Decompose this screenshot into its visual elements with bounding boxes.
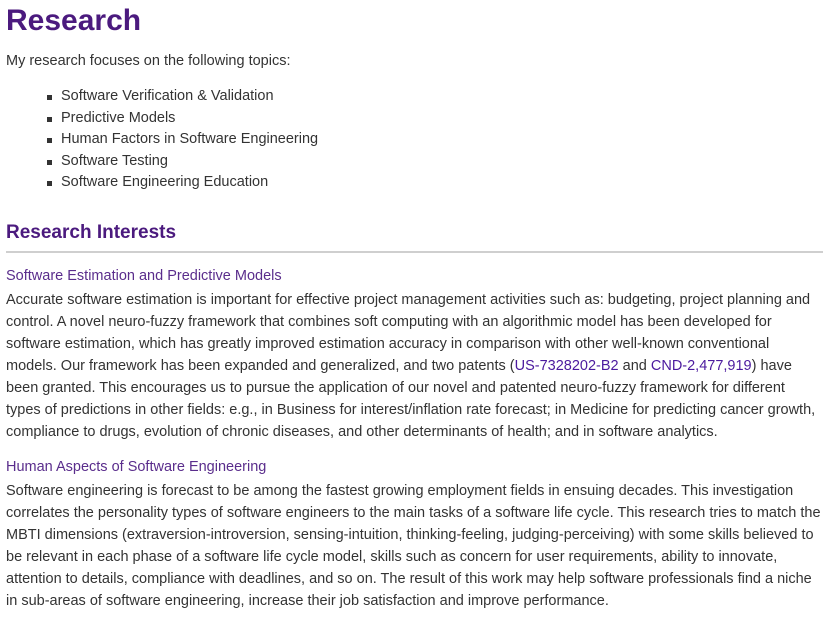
list-item: [46, 172, 823, 194]
topic-label: Software Verification & Validation: [61, 88, 274, 104]
list-item: [46, 86, 823, 108]
section-estimation: [6, 265, 823, 443]
section-body-estimation: [6, 289, 823, 443]
body-text-before: Accurate software estimation is important for effective project management activities such as: budgeting, project planning and control. A novel neuro-fuzzy framework that combines soft computing with an algorithmic model has been developed for software estimation, which has greatly improved estimation accuracy in comparison with other well-known conventional models. Our framework has been expanded and generalized, and two patents (: [6, 291, 811, 374]
page-title: Research: [6, 4, 142, 37]
topic-label: Predictive Models: [61, 109, 176, 126]
section-body-human-aspects: Software engineering is forecast to be among the fastest growing employment fields in ensuing decades. This investigation correlates the personality types of software engineers to the main tasks of a software life cycle. This research tries to match the MBTI dimensions (extraversion-introversion, sensing-intuition, thinking-feeling, judging-perceiving) with some skills believed to be relevant in each phase of a software life cycle model, skills such as concern for user requirements, ability to innovate, attention to details, compliance with deadlines, and so on. The result of this work may help software professionals find a niche in sub-areas of software engineering, increase their job satisfaction and improve performance.: [6, 482, 821, 609]
section-human-aspects: [6, 456, 823, 612]
list-item: [46, 108, 823, 130]
bullet-icon: [47, 117, 52, 122]
body-text-after: ) have been granted. This encourages us to pursue the application of our novel and patented neuro-fuzzy framework for different types of predictions in other fields: e.g., in Business for interest/inflation rate forecast; in Medicine for predicting cancer growth, compliance to drugs, evolution of chronic diseases, and other determinants of health; and in software analytics.: [6, 357, 816, 440]
topics-list: [6, 86, 823, 194]
topic-label: Software Engineering Education: [61, 174, 269, 191]
bullet-icon: [47, 95, 52, 100]
section-title-estimation: Software Estimation and Predictive Models: [6, 267, 282, 284]
bullet-icon: [47, 160, 52, 165]
topic-label: Software Testing: [61, 152, 168, 169]
topic-label: Human Factors in Software Engineering: [61, 131, 319, 148]
bullet-icon: [47, 181, 52, 186]
section-title-human-aspects: Human Aspects of Software Engineering: [6, 458, 267, 475]
body-text-and: and: [618, 357, 651, 374]
patent-link-us[interactable]: US-7328202-B2: [514, 357, 619, 374]
patent-link-cnd[interactable]: CND-2,477,919: [650, 357, 752, 374]
list-item: [46, 151, 823, 173]
bullet-icon: [47, 138, 52, 143]
list-item: [46, 129, 823, 151]
research-interests-heading: Research Interests: [6, 220, 823, 253]
intro-text: My research focuses on the following topics:: [6, 53, 291, 69]
